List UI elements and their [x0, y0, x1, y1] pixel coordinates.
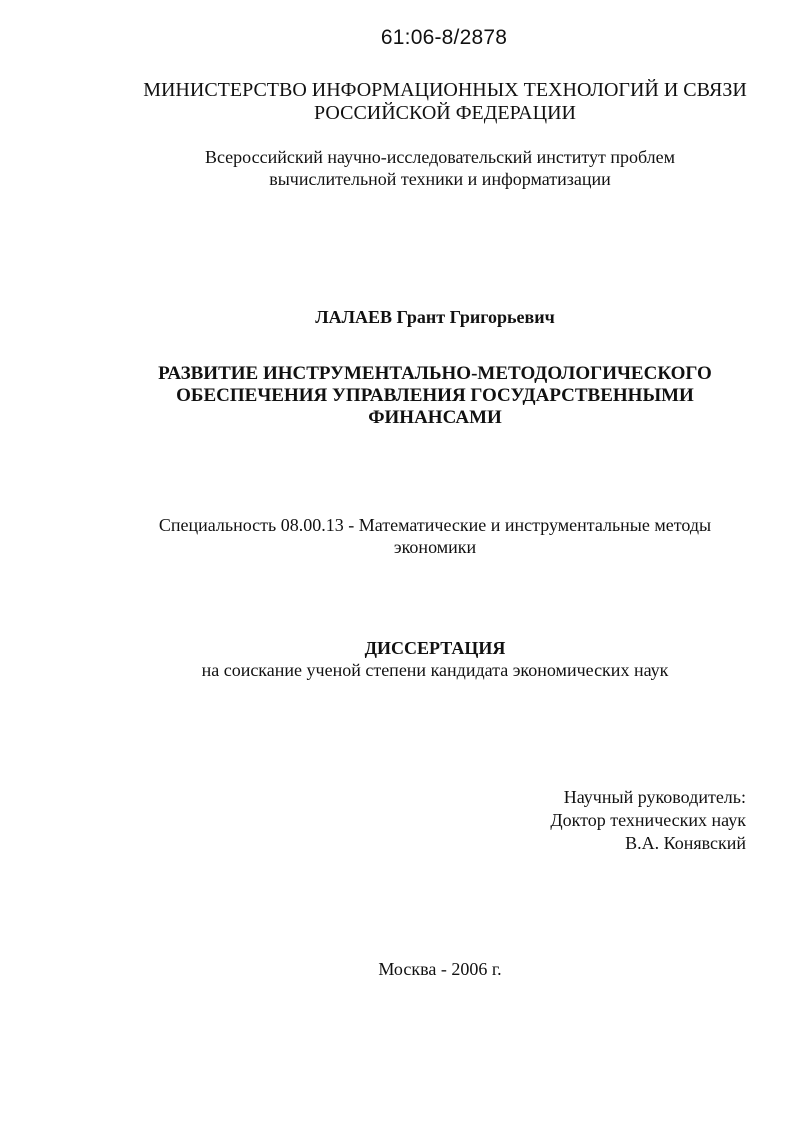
institute-line-1: Всероссийский научно-исследовательский институт проблем	[204, 147, 676, 167]
author-name: ЛАЛАЕВ Грант Григорьевич	[315, 307, 555, 327]
ministry-line-2: РОССИЙСКОЙ ФЕДЕРАЦИИ	[314, 102, 576, 124]
supervisor-degree: Доктор технических наук	[550, 810, 746, 830]
institute-line-2: вычислительной техники и информатизации	[269, 169, 611, 189]
specialty	[40, 514, 798, 558]
document-type-label: ДИССЕРТАЦИЯ	[364, 638, 506, 658]
ministry-line-1: МИНИСТЕРСТВО ИНФОРМАЦИОННЫХ ТЕХНОЛОГИЙ И СВЯЗИ	[143, 79, 747, 101]
specialty-line-2: экономики	[393, 537, 477, 557]
dissertation-title	[40, 363, 798, 429]
document-type	[40, 637, 798, 681]
institute-name	[40, 146, 798, 190]
title-line-1: РАЗВИТИЕ ИНСТРУМЕНТАЛЬНО-МЕТОДОЛОГИЧЕСКОГО	[158, 363, 712, 384]
ministry-heading	[40, 79, 798, 125]
title-line-3: ФИНАНСАМИ	[368, 407, 502, 428]
document-type-purpose: на соискание ученой степени кандидата экономических наук	[201, 660, 669, 680]
supervisor-role: Научный руководитель:	[563, 787, 746, 807]
specialty-line-1: Специальность 08.00.13 - Математические и инструментальные методы	[158, 515, 712, 535]
title-line-2: ОБЕСПЕЧЕНИЯ УПРАВЛЕНИЯ ГОСУДАРСТВЕННЫМИ	[176, 385, 694, 406]
archive-code: 61:06-8/2878	[380, 26, 508, 49]
supervisor-block	[550, 786, 746, 855]
supervisor-name: В.А. Конявский	[625, 833, 746, 853]
city-year: Москва - 2006 г.	[378, 959, 502, 979]
